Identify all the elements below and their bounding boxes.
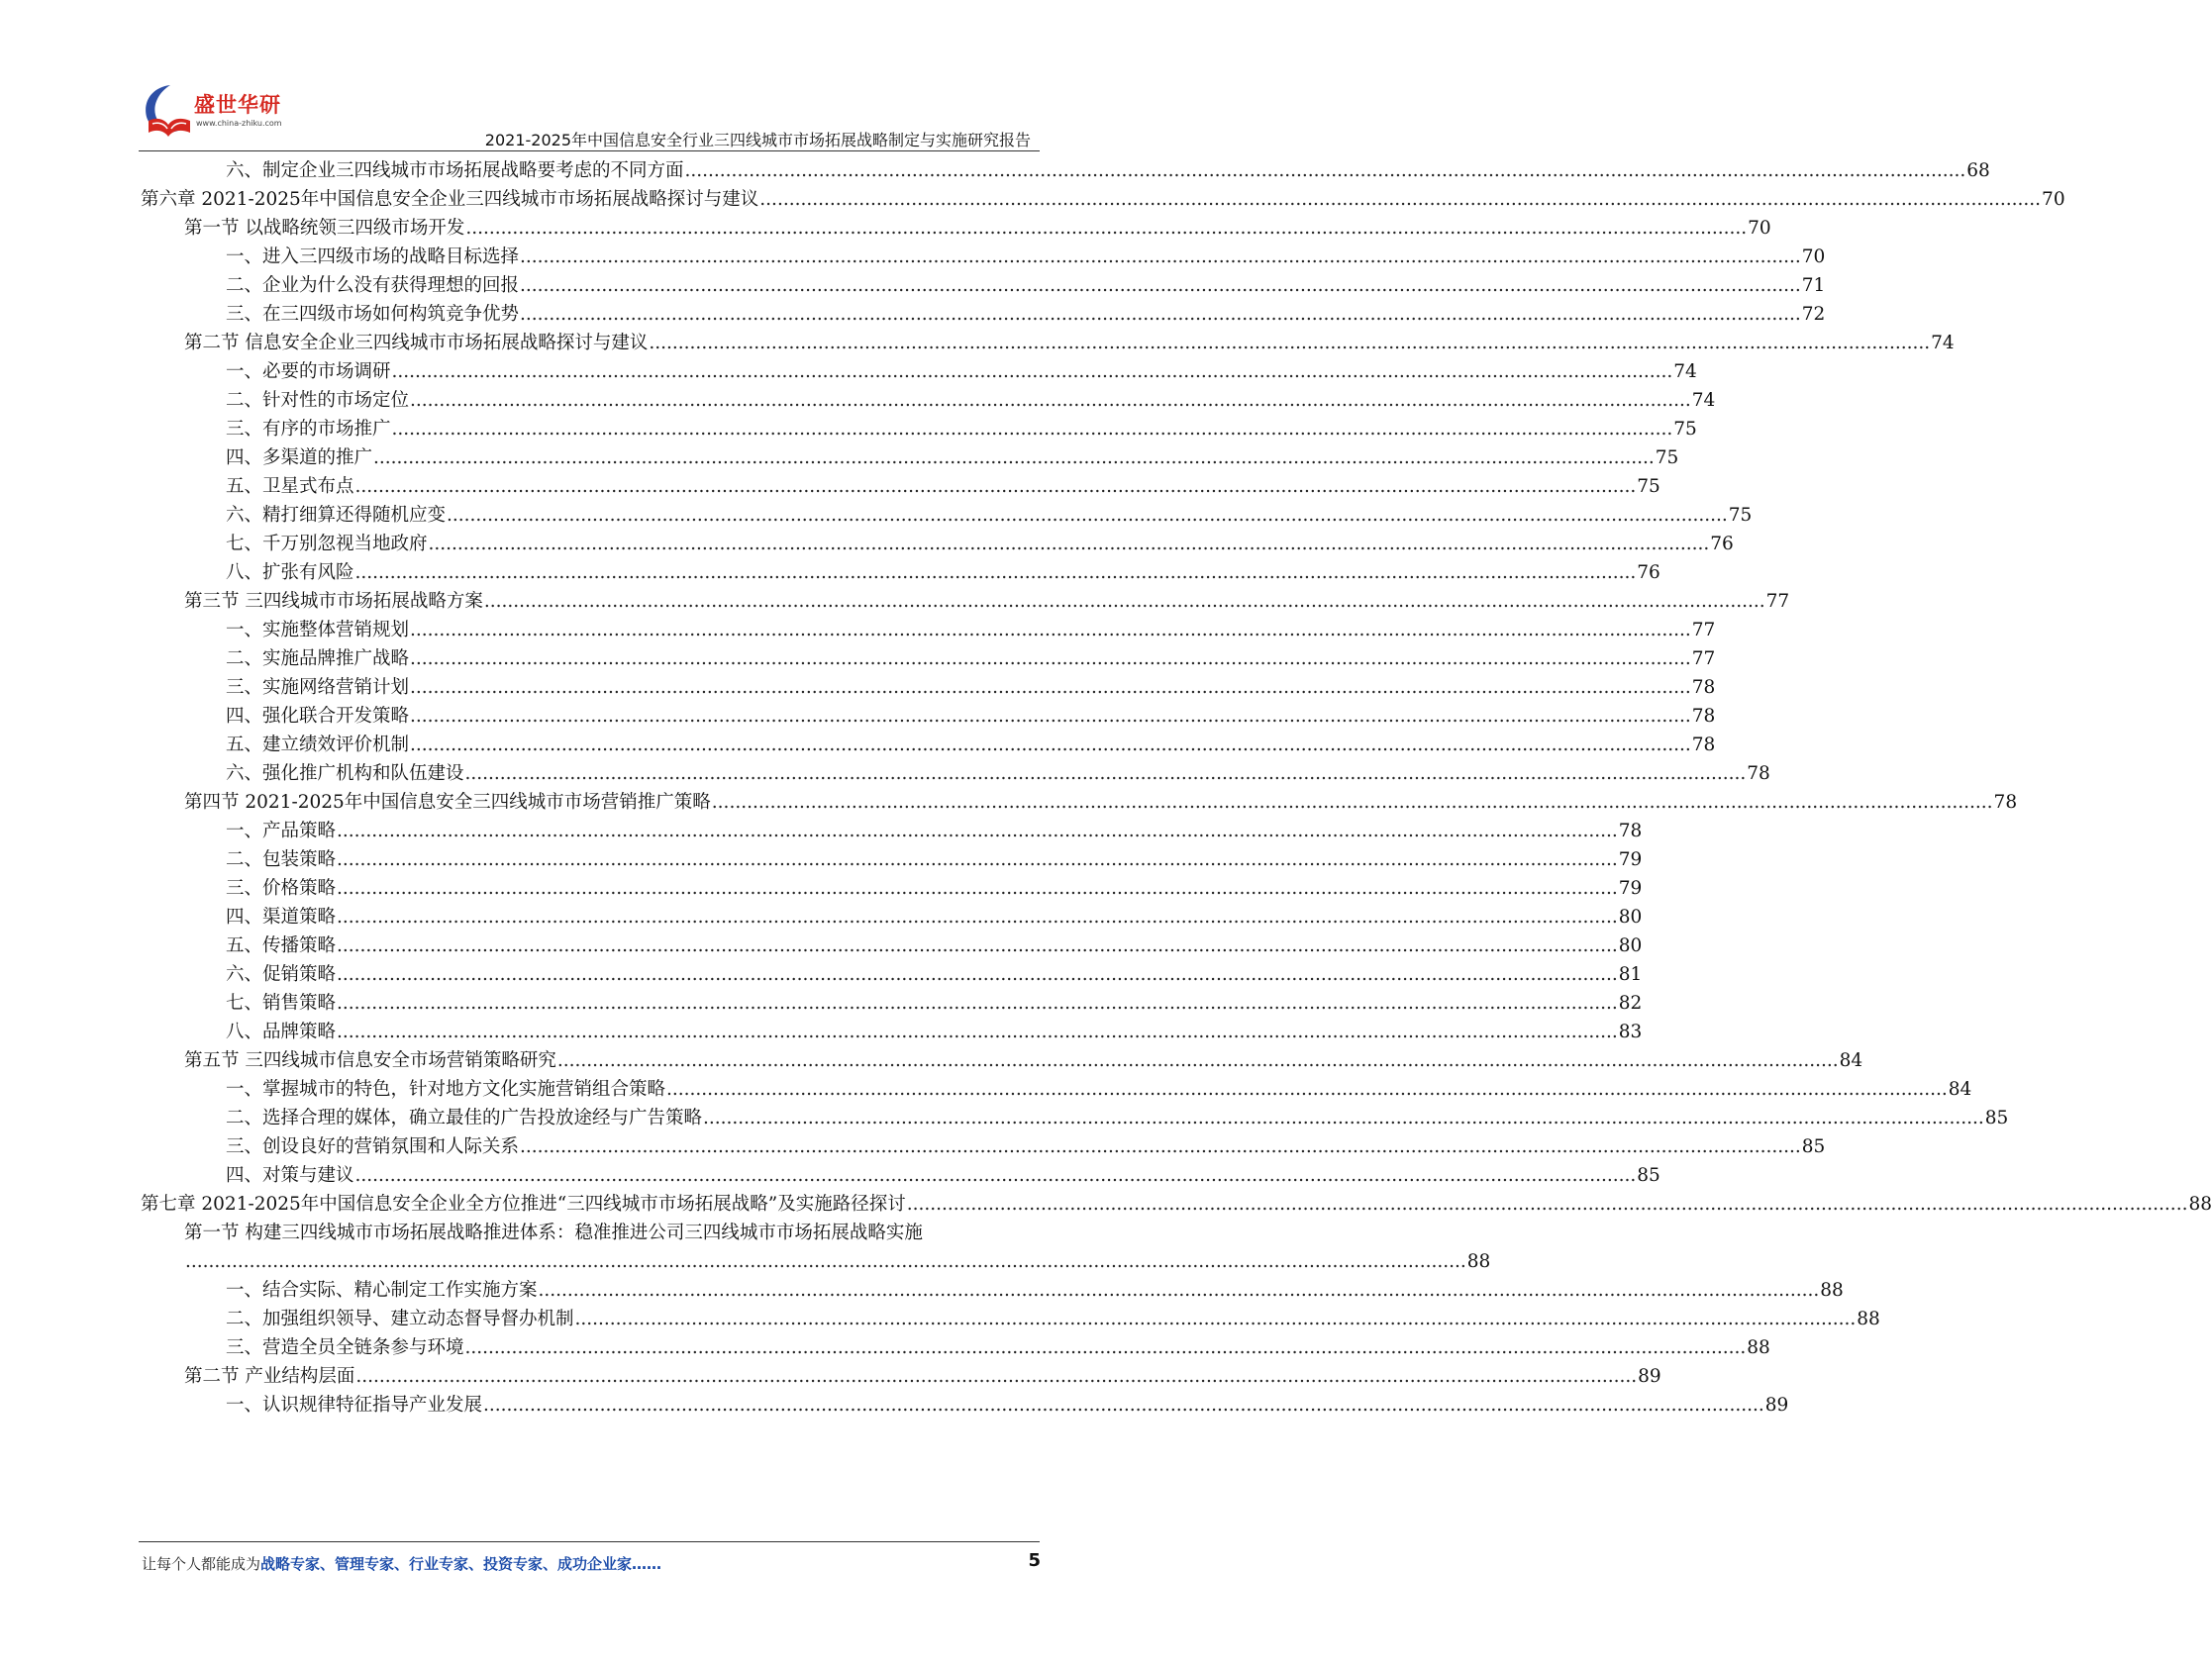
toc-entry[interactable] <box>226 817 1643 846</box>
toc-entry-title: 四、对策与建议 <box>226 1165 354 1186</box>
toc-entry-page: 78 <box>1691 735 1716 755</box>
toc-entry[interactable] <box>226 1018 1643 1047</box>
toc-entry-page: 70 <box>2042 189 2065 210</box>
report-title: 2021-2025年中国信息安全行业三四线城市市场拓展战略制定与实施研究报告 <box>484 131 1031 149</box>
toc-entry-page: 88 <box>1857 1309 1880 1329</box>
toc-entry-page: 78 <box>1691 677 1716 698</box>
toc-dot-leader: ............................................................................................................................................................................................................................ <box>373 447 1655 468</box>
toc-entry-page: 77 <box>1765 591 1790 612</box>
toc-entry[interactable] <box>226 989 1643 1019</box>
toc-dot-leader: ............................................................................................................................................................................................................................ <box>354 1165 1637 1186</box>
toc-dot-leader: ............................................................................................................................................................................................................................ <box>410 620 1691 640</box>
toc-entry[interactable] <box>226 415 1697 444</box>
toc-dot-leader: ............................................................................................................................................................................................................................ <box>428 534 1710 554</box>
toc-entry-page: 82 <box>1618 993 1643 1014</box>
toc-dot-leader: ............................................................................................................................................................................................................................ <box>410 677 1691 698</box>
footer-slogan-prefix: 让每个人都能成为 <box>142 1555 261 1573</box>
toc-entry-title: 六、精打细算还得随机应变 <box>226 505 447 526</box>
toc-entry-title: 五、传播策略 <box>226 935 337 956</box>
toc-entry-page: 75 <box>1673 419 1697 440</box>
toc-dot-leader: ............................................................................................................................................................................................................................ <box>906 1194 2188 1215</box>
toc-dot-leader: ............................................................................................................................................................................................................................ <box>337 935 1618 956</box>
toc-entry[interactable] <box>226 1075 1972 1105</box>
toc-entry-title: 五、卫星式布点 <box>226 476 354 497</box>
toc-entry-page: 88 <box>1820 1280 1844 1301</box>
toc-entry[interactable] <box>226 616 1716 645</box>
toc-section[interactable] <box>184 1046 1863 1076</box>
toc-entry[interactable] <box>226 1391 1789 1421</box>
toc-entry[interactable] <box>226 357 1697 387</box>
toc-entry-title: 三、创设良好的营销氛围和人际关系 <box>226 1136 520 1157</box>
toc-entry[interactable] <box>226 243 1826 272</box>
toc-section[interactable] <box>184 587 1790 617</box>
toc-dot-leader: ............................................................................................................................................................................................................................ <box>391 361 1673 382</box>
toc-entry-title: 七、销售策略 <box>226 993 337 1014</box>
toc-entry-page: 75 <box>1728 505 1753 526</box>
toc-entry-page: 74 <box>1931 333 1955 353</box>
toc-section[interactable] <box>184 329 1955 358</box>
toc-entry-page: 79 <box>1618 849 1643 870</box>
toc-section[interactable] <box>184 214 1771 244</box>
toc-entry[interactable] <box>226 759 1770 789</box>
toc-entry-page: 74 <box>1673 361 1697 382</box>
toc-entry[interactable] <box>226 1132 1826 1162</box>
toc-entry-page: 85 <box>1637 1165 1660 1186</box>
toc-section[interactable] <box>184 788 2018 818</box>
toc-entry[interactable] <box>226 501 1753 531</box>
toc-entry-page: 89 <box>1638 1366 1661 1387</box>
toc-entry[interactable] <box>226 673 1716 703</box>
toc-entry[interactable] <box>226 271 1826 301</box>
page-header <box>0 0 1179 158</box>
toc-dot-leader: ............................................................................................................................................................................................................................ <box>538 1280 1820 1301</box>
toc-entry-title: 第一节 以战略统领三四级市场开发 <box>184 218 465 239</box>
toc-entry[interactable] <box>226 932 1643 961</box>
toc-entry-title: 四、渠道策略 <box>226 907 337 928</box>
toc-entry-title: 第二节 信息安全企业三四线城市市场拓展战略探讨与建议 <box>184 333 649 353</box>
toc-entry-title: 第七章 2021-2025年中国信息安全企业全方位推进“三四线城市市场拓展战略”及实施路径探讨 <box>141 1194 906 1215</box>
toc-entry[interactable] <box>226 903 1643 932</box>
toc-entry-title: 一、掌握城市的特色，针对地方文化实施营销组合策略 <box>226 1079 666 1100</box>
toc-entry-title: 第二节 产业结构层面 <box>184 1366 355 1387</box>
toc-entry[interactable] <box>226 300 1826 330</box>
toc-dot-leader: ............................................................................................................................................................................................................................ <box>464 763 1747 784</box>
toc-chapter[interactable] <box>141 185 2065 215</box>
toc-entry-title: 二、针对性的市场定位 <box>226 390 410 411</box>
toc-dot-leader: ............................................................................................................................................................................................................................ <box>337 821 1618 841</box>
toc-entry[interactable] <box>226 386 1716 416</box>
toc-entry-page: 70 <box>1801 246 1826 267</box>
toc-dot-leader: ............................................................................................................................................................................................................................ <box>354 476 1637 497</box>
toc-entry[interactable] <box>226 874 1643 904</box>
toc-entry-page: 78 <box>1993 792 2018 813</box>
header-divider <box>139 150 1040 151</box>
toc-entry-page: 78 <box>1618 821 1643 841</box>
toc-entry-title: 三、实施网络营销计划 <box>226 677 410 698</box>
toc-entry-page: 71 <box>1801 275 1826 296</box>
logo-book-icon <box>139 81 198 143</box>
toc-dot-leader: ............................................................................................................................................................................................................................ <box>337 993 1618 1014</box>
toc-entry-title: 五、建立绩效评价机制 <box>226 735 410 755</box>
toc-entry-title: 二、加强组织领导、建立动态督导督办机制 <box>226 1309 574 1329</box>
toc-entry[interactable] <box>226 472 1660 502</box>
toc-entry[interactable] <box>226 960 1643 990</box>
toc-entry-page: 68 <box>1966 160 1990 181</box>
toc-entry-title: 三、营造全员全链条参与环境 <box>226 1337 464 1358</box>
toc-dot-leader: ............................................................................................................................................................................................................................ <box>649 333 1931 353</box>
page-number: 5 <box>1028 1550 1041 1571</box>
toc-entry-title: 六、强化推广机构和队伍建设 <box>226 763 464 784</box>
toc-entry-title: 一、结合实际、精心制定工作实施方案 <box>226 1280 538 1301</box>
toc-dot-leader: ............................................................................................................................................................................................................................ <box>410 735 1691 755</box>
toc-entry-page: 76 <box>1637 562 1660 583</box>
toc-entry-page: 84 <box>1839 1050 1863 1071</box>
toc-entry[interactable] <box>226 1305 1880 1334</box>
toc-chapter[interactable] <box>141 1190 2212 1220</box>
toc-entry-title: 二、企业为什么没有获得理想的回报 <box>226 275 520 296</box>
toc-dot-leader: ............................................................................................................................................................................................................................ <box>666 1079 1948 1100</box>
toc-entry-page: 77 <box>1691 620 1716 640</box>
toc-dot-leader: ............................................................................................................................................................................................................................ <box>355 1366 1638 1387</box>
toc-entry[interactable] <box>226 530 1734 559</box>
toc-entry[interactable] <box>226 702 1716 732</box>
toc-section[interactable] <box>184 1247 1491 1277</box>
toc-entry-title: 第三节 三四线城市市场拓展战略方案 <box>184 591 483 612</box>
toc-entry-title: 二、包装策略 <box>226 849 337 870</box>
toc-dot-leader: ............................................................................................................................................................................................................................ <box>354 562 1637 583</box>
company-logo <box>139 81 307 148</box>
toc-dot-leader: ............................................................................................................................................................................................................................ <box>391 419 1673 440</box>
toc-entry[interactable] <box>226 1161 1660 1191</box>
toc-dot-leader: ............................................................................................................................................................................................................................ <box>337 1022 1618 1042</box>
toc-entry-page: 85 <box>1984 1108 2009 1128</box>
toc-dot-leader: ............................................................................................................................................................................................................................ <box>447 505 1728 526</box>
toc-dot-leader: ............................................................................................................................................................................................................................ <box>520 246 1801 267</box>
toc-dot-leader: ............................................................................................................................................................................................................................ <box>684 160 1966 181</box>
toc-entry-page: 75 <box>1655 447 1679 468</box>
toc-dot-leader: ............................................................................................................................................................................................................................ <box>185 1251 1466 1272</box>
toc-entry-title: 二、选择合理的媒体，确立最佳的广告投放途经与广告策略 <box>226 1108 703 1128</box>
toc-entry-title: 八、品牌策略 <box>226 1022 337 1042</box>
toc-dot-leader: ............................................................................................................................................................................................................................ <box>483 591 1765 612</box>
toc-dot-leader: ............................................................................................................................................................................................................................ <box>703 1108 1984 1128</box>
toc-entry-title: 三、有序的市场推广 <box>226 419 391 440</box>
toc-entry-page: 88 <box>2188 1194 2212 1215</box>
toc-entry-title: 一、实施整体营销规划 <box>226 620 410 640</box>
toc-dot-leader: ............................................................................................................................................................................................................................ <box>337 849 1618 870</box>
toc-dot-leader: ............................................................................................................................................................................................................................ <box>520 275 1801 296</box>
toc-section-wrapped-title[interactable]: 第一节 构建三四线城市市场拓展战略推进体系：稳准推进公司三四线城市市场拓展战略实施 <box>184 1223 923 1243</box>
toc-entry-page: 72 <box>1801 304 1826 325</box>
toc-entry-title: 一、进入三四级市场的战略目标选择 <box>226 246 520 267</box>
toc-entry-page: 74 <box>1691 390 1716 411</box>
toc-entry-title: 一、认识规律特征指导产业发展 <box>226 1395 483 1416</box>
toc-entry[interactable] <box>226 644 1716 674</box>
toc-dot-leader: ............................................................................................................................................................................................................................ <box>464 1337 1747 1358</box>
toc-entry-page: 88 <box>1747 1337 1770 1358</box>
toc-dot-leader: ............................................................................................................................................................................................................................ <box>483 1395 1764 1416</box>
toc-entry-title: 六、制定企业三四线城市市场拓展战略要考虑的不同方面 <box>226 160 684 181</box>
toc-entry[interactable] <box>226 443 1679 473</box>
footer-divider <box>139 1541 1040 1542</box>
toc-entry[interactable] <box>226 558 1660 588</box>
toc-entry-page: 75 <box>1637 476 1660 497</box>
toc-entry-page: 79 <box>1618 878 1643 899</box>
toc-entry[interactable] <box>226 1104 2009 1133</box>
toc-dot-leader: ............................................................................................................................................................................................................................ <box>410 390 1691 411</box>
toc-entry-title: 第五节 三四线城市信息安全市场营销策略研究 <box>184 1050 556 1071</box>
toc-entry[interactable] <box>226 845 1643 875</box>
toc-entry-title: 二、实施品牌推广战略 <box>226 648 410 669</box>
toc-entry-title: 六、促销策略 <box>226 964 337 985</box>
toc-section[interactable] <box>184 1362 1661 1392</box>
toc-entry-page: 80 <box>1618 907 1643 928</box>
toc-dot-leader: ............................................................................................................................................................................................................................ <box>520 1136 1801 1157</box>
logo-url: www.china-zhiku.com <box>196 119 282 128</box>
toc-entry-page: 70 <box>1748 218 1771 239</box>
toc-entry-title: 八、扩张有风险 <box>226 562 354 583</box>
toc-entry-title: 第四节 2021-2025年中国信息安全三四线城市市场营销推广策略 <box>184 792 711 813</box>
toc-dot-leader: ............................................................................................................................................................................................................................ <box>465 218 1748 239</box>
toc-entry-page: 81 <box>1618 964 1643 985</box>
footer-slogan-highlight: 战略专家、管理专家、行业专家、投资专家、成功企业家…… <box>260 1555 662 1573</box>
toc-entry-page: 83 <box>1618 1022 1643 1042</box>
toc-entry[interactable] <box>226 1333 1770 1363</box>
toc-entry[interactable] <box>226 156 1990 186</box>
toc-dot-leader: ............................................................................................................................................................................................................................ <box>337 964 1618 985</box>
toc-entry-page: 76 <box>1710 534 1734 554</box>
toc-entry-page: 80 <box>1618 935 1643 956</box>
toc-entry-title: 四、多渠道的推广 <box>226 447 373 468</box>
toc-entry-page: 77 <box>1691 648 1716 669</box>
toc-entry-page: 88 <box>1466 1251 1491 1272</box>
toc-dot-leader: ............................................................................................................................................................................................................................ <box>556 1050 1839 1071</box>
toc-entry-title: 一、产品策略 <box>226 821 337 841</box>
toc-entry-page: 89 <box>1764 1395 1789 1416</box>
toc-dot-leader: ............................................................................................................................................................................................................................ <box>574 1309 1857 1329</box>
toc-entry[interactable] <box>226 731 1716 760</box>
toc-dot-leader: ............................................................................................................................................................................................................................ <box>410 706 1691 727</box>
toc-entry-page: 78 <box>1691 706 1716 727</box>
toc-entry-page: 85 <box>1801 1136 1826 1157</box>
logo-name: 盛世华研 <box>194 93 281 117</box>
toc-entry-page: 84 <box>1948 1079 1972 1100</box>
toc-dot-leader: ............................................................................................................................................................................................................................ <box>520 304 1801 325</box>
toc-dot-leader: ............................................................................................................................................................................................................................ <box>337 878 1618 899</box>
footer-slogan <box>142 1553 661 1574</box>
toc-entry-title: 三、在三四级市场如何构筑竞争优势 <box>226 304 520 325</box>
toc-entry-title: 三、价格策略 <box>226 878 337 899</box>
toc-dot-leader: ............................................................................................................................................................................................................................ <box>337 907 1618 928</box>
toc-dot-leader: ............................................................................................................................................................................................................................ <box>410 648 1691 669</box>
toc-entry-title: 第六章 2021-2025年中国信息安全企业三四线城市市场拓展战略探讨与建议 <box>141 189 759 210</box>
toc-entry-title: 四、强化联合开发策略 <box>226 706 410 727</box>
toc-entry-title: 一、必要的市场调研 <box>226 361 391 382</box>
toc-entry[interactable] <box>226 1276 1844 1306</box>
toc-dot-leader: ............................................................................................................................................................................................................................ <box>711 792 1993 813</box>
toc-entry-title: 七、千万别忽视当地政府 <box>226 534 428 554</box>
toc-entry-page: 78 <box>1747 763 1770 784</box>
toc-dot-leader: ............................................................................................................................................................................................................................ <box>759 189 2042 210</box>
